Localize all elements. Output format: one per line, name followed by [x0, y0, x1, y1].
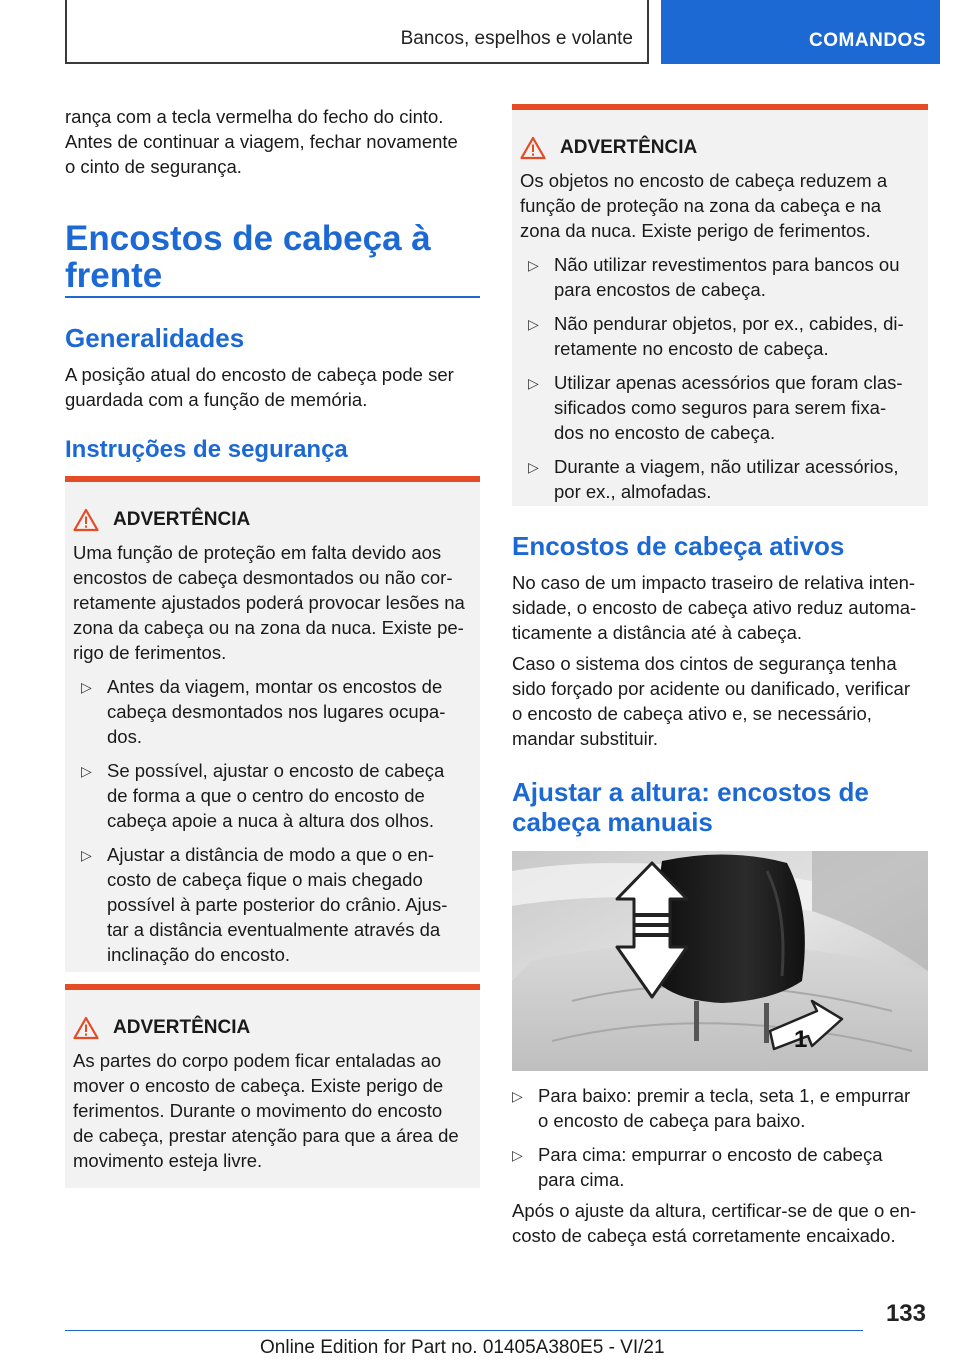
bullet-triangle-icon: ▷ [528, 375, 539, 391]
intro-line: o cinto de segurança. [65, 156, 242, 177]
bullet-line: possível à parte posterior do crânio. Ajus- [107, 894, 448, 915]
warning-box-3 [512, 104, 928, 506]
bullet-line: costo de cabeça fique o mais chegado [107, 869, 423, 890]
list-item [528, 370, 920, 445]
footer-edition: Online Edition for Part no. 01405A380E5 - VI/21 [260, 1337, 665, 1358]
warning-header [73, 506, 473, 534]
bullet-line: sificados como seguros para serem fixa- [554, 397, 887, 418]
warning-text-line: rigo de ferimentos. [73, 642, 227, 663]
bullet-line: Para cima: empurrar o encosto de cabeça [538, 1144, 883, 1165]
paragraph-line: o encosto de cabeça ativo e, se necessário, [512, 703, 872, 724]
paragraph-line: Caso o sistema dos cintos de segurança tenha [512, 653, 897, 674]
warning-label: ADVERTÊNCIA [560, 137, 698, 158]
header-chapter-tab [661, 0, 940, 64]
paragraph-line: costo de cabeça está corretamente encaixado. [512, 1225, 896, 1246]
warning-text-line: Uma função de proteção em falta devido aos [73, 542, 442, 563]
adjust-list [512, 1074, 930, 1192]
paragraph-line: Após o ajuste da altura, certificar-se de que o en- [512, 1200, 917, 1221]
warning-label: ADVERTÊNCIA [113, 509, 251, 530]
general-line: A posição atual do encosto de cabeça pode ser [65, 364, 454, 385]
header-chapter-title: COMANDOS [809, 30, 926, 51]
headrest-figure [512, 851, 928, 1071]
bullet-line: Ajustar a distância de modo a que o en- [107, 844, 435, 865]
warning-triangle-icon [73, 1016, 99, 1040]
warning-box-2 [65, 984, 480, 1188]
bullet-line: Se possível, ajustar o encosto de cabeça [107, 760, 445, 781]
bullet-line: para cima. [538, 1169, 625, 1190]
warning-text-line: função de proteção na zona da cabeça e na [520, 195, 882, 216]
active-paragraph-2 [512, 651, 930, 751]
paragraph-line: No caso de um impacto traseiro de relativa inten- [512, 572, 916, 593]
list-item [512, 1083, 930, 1133]
bullet-line: Não pendurar objetos, por ex., cabides, di- [554, 313, 904, 334]
active-paragraph-1 [512, 570, 930, 645]
paragraph-line: sidade, o encosto de cabeça ativo reduz automa- [512, 597, 917, 618]
bullet-line: cabeça desmontados nos lugares ocupa- [107, 701, 446, 722]
warning-text-line: Os objetos no encosto de cabeça reduzem a [520, 170, 888, 191]
bullet-line: tar a distância eventualmente através da [107, 919, 441, 940]
bullet-line: dos. [107, 726, 142, 747]
footer-divider [65, 1330, 863, 1331]
list-item [512, 1142, 930, 1192]
paragraph-line: mandar substituir. [512, 728, 659, 749]
list-item [528, 311, 920, 361]
bullet-triangle-icon: ▷ [512, 1147, 523, 1163]
bullet-line: para encostos de cabeça. [554, 279, 766, 300]
figure-callout-number: 1 [794, 1026, 808, 1053]
warning-box-1 [65, 476, 480, 972]
heading-adjust-height [512, 777, 869, 837]
headrest-illustration [512, 851, 928, 1071]
bullet-triangle-icon: ▷ [81, 679, 92, 695]
header-section-title: Bancos, espelhos e volante [400, 28, 633, 49]
heading-line: Ajustar a altura: encostos de [512, 777, 869, 807]
general-line: guardada com a função de memória. [65, 389, 368, 410]
bullet-line: de forma a que o centro do encosto de [107, 785, 425, 806]
heading-safety: Instruções de segurança [65, 436, 348, 463]
bullet-line: Não utilizar revestimentos para bancos ou [554, 254, 900, 275]
warning-text [73, 1048, 473, 1173]
bullet-line: por ex., almofadas. [554, 481, 712, 502]
bullet-triangle-icon: ▷ [528, 316, 539, 332]
intro-line: Antes de continuar a viagem, fechar novamente [65, 131, 458, 152]
bullet-line: retamente no encosto de cabeça. [554, 338, 829, 359]
page-title-line: Encostos de cabeça à [65, 219, 431, 258]
heading-line: cabeça manuais [512, 807, 713, 837]
general-paragraph [65, 362, 480, 412]
bullet-triangle-icon: ▷ [528, 257, 539, 273]
warning-triangle-icon [73, 508, 99, 532]
warning-header [520, 134, 920, 162]
warning-text-line: de cabeça, prestar atenção para que a área de [73, 1125, 459, 1146]
warning-text-line: ferimentos. Durante o movimento do encosto [73, 1100, 443, 1121]
intro-paragraph [65, 104, 480, 179]
bullet-line: cabeça apoie a nuca à altura dos olhos. [107, 810, 435, 831]
bullet-triangle-icon: ▷ [528, 459, 539, 475]
bullet-line: Antes da viagem, montar os encostos de [107, 676, 443, 697]
heading-active-headrests: Encostos de cabeça ativos [512, 531, 845, 561]
page-title-line: frente [65, 256, 163, 295]
bullet-line: Para baixo: premir a tecla, seta 1, e empurrar [538, 1085, 911, 1106]
intro-line: rança com a tecla vermelha do fecho do cinto. [65, 106, 444, 127]
list-item [81, 842, 473, 967]
warning-text-line: movimento esteja livre. [73, 1150, 263, 1171]
list-item [81, 674, 473, 749]
page-number: 133 [885, 1300, 926, 1327]
paragraph-line: sido forçado por acidente ou danificado, verificar [512, 678, 910, 699]
bullet-triangle-icon: ▷ [81, 847, 92, 863]
warning-text-line: mover o encosto de cabeça. Existe perigo de [73, 1075, 444, 1096]
header-section-box [65, 0, 649, 64]
bullet-line: dos no encosto de cabeça. [554, 422, 776, 443]
warning-triangle-icon [520, 136, 546, 160]
list-item [81, 758, 473, 833]
warning-text-line: zona da cabeça ou na zona da nuca. Existe pe- [73, 617, 464, 638]
page-title [65, 220, 480, 294]
warning-header [73, 1014, 473, 1042]
bullet-line: o encosto de cabeça para baixo. [538, 1110, 806, 1131]
closing-paragraph [512, 1198, 930, 1248]
warning-text-line: As partes do corpo podem ficar entaladas ao [73, 1050, 442, 1071]
bullet-line: Utilizar apenas acessórios que foram clas- [554, 372, 903, 393]
list-item [528, 252, 920, 302]
bullet-triangle-icon: ▷ [512, 1088, 523, 1104]
warning-text-line: retamente ajustados poderá provocar lesões na [73, 592, 465, 613]
warning-text [73, 540, 473, 665]
paragraph-line: ticamente a distância até à cabeça. [512, 622, 803, 643]
warning-text-line: encostos de cabeça desmontados ou não cor- [73, 567, 453, 588]
warning-text [520, 168, 920, 243]
title-divider [65, 296, 480, 298]
bullet-line: Durante a viagem, não utilizar acessórios, [554, 456, 899, 477]
bullet-line: inclinação do encosto. [107, 944, 291, 965]
warning-label: ADVERTÊNCIA [113, 1017, 251, 1038]
heading-generalidades: Generalidades [65, 323, 245, 353]
warning-text-line: zona da nuca. Existe perigo de ferimentos. [520, 220, 871, 241]
list-item [528, 454, 920, 504]
bullet-triangle-icon: ▷ [81, 763, 92, 779]
